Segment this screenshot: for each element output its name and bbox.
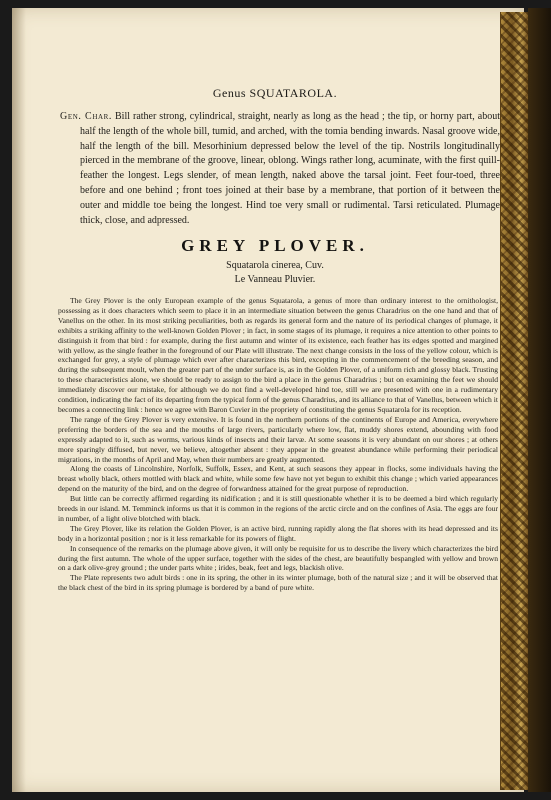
- species-description: [58, 296, 498, 593]
- paragraph: The range of the Grey Plover is very extensive. It is found in the northern portions of the continents of Europe and America, everywhere preferring the borders of the sea and the mouths of large rivers, particularly where low, flat, muddy shores extend, abounding with food expressly adapted to it, such as worms, various kinds of insects and their larvæ. At some seasons it is very abundant on our shores ; at others more sparingly diffused, but never, we believe, altogether absent : they appear in the greatest abundance while performing their periodical migrations, in the months of April and May, when their numbers are greatly augmented.: [58, 414, 498, 464]
- latin-synonym: Squatarola cinerea, Cuv.: [226, 260, 324, 271]
- genus-heading: Genus SQUATAROLA.: [212, 86, 338, 100]
- marbled-page-edge: [500, 12, 529, 790]
- paragraph: The Grey Plover, like its relation the Golden Plover, is an active bird, running rapidly along the flat shores with its head depressed and its body in a horizontal position ; nor is it less remarkable for its powers of flight.: [58, 523, 498, 543]
- book-cover-edge: [528, 8, 551, 792]
- generic-characters-label: Gen. Char.: [60, 111, 112, 122]
- paragraph: But little can be correctly affirmed regarding its nidification ; and it is still questionable whether it is to be deemed a bird which regularly breeds in our island. M. Temminck informs us that it is common in the regions of the arctic circle and on the confines of Asia. The eggs are four in number, of a light olive blotched with black.: [58, 494, 498, 523]
- paragraph: The Plate represents two adult birds : one in its spring, the other in its winter plumage, both of the natural size ; and it will be observed that the black chest of the bird in its spring plumage is bordered by a band of pure white.: [58, 573, 498, 593]
- generic-characters-text: Bill rather strong, cylindrical, straight, nearly as long as the head ; the tip, or horny part, about half the length of the whole bill, tumid, and arched, with the tomia bending inwards. Nasal groove wide, half the length of the bill. Mesorhinium depressed below the level of the tip. Nostrils longitudinally pierced in the membrane of the groove, linear, oblong. Wings rather long, acuminate, with the first quill-feather the longest. Legs slender, of mean length, naked above the tarsal joint. Feet four-toed, three before and one behind ; front toes joined at their base by a membrane, that portion of it between the outer and middle toe being the longest. Hind toe very small or rudimental. Tarsi reticulated. Plumage thick, close, and adpressed.: [80, 111, 500, 226]
- french-synonym: Le Vanneau Pluvier.: [234, 274, 316, 285]
- generic-characters: [60, 110, 500, 228]
- page-gutter-shadow: [12, 8, 26, 792]
- paragraph: In consequence of the remarks on the plumage above given, it will only be requisite for us to describe the livery which characterizes the bird during the first autumn. The whole of the upper surface, together with the sides of the chest, are beautifully bespangled with yellow and brown on a dark olive-grey ground ; the under parts white ; irides, beak, feet and legs, blackish olive.: [58, 543, 498, 573]
- paragraph: Along the coasts of Lincolnshire, Norfolk, Suffolk, Essex, and Kent, at such seasons they appear in flocks, some individuals having the breast wholly black, others mottled with black and white, while some few have not yet begun to exhibit this change ; which varied appearances depend on the maturity of the bird, and on the degree of forwardness attained for the great purpose of reproduction.: [58, 464, 498, 494]
- paragraph: The Grey Plover is the only European example of the genus Squatarola, a genus of more than ordinary interest to the ornithologist, possessing as it does characters which seem to place it in an intermediate situation between the genus Charadrius on the one hand and that of Vanellus on the other. In its most striking peculiarities, both as regards its general form and the nature of its periodical changes of plumage, it exhibits a striking affinity to the well-known Golden Plover ; in fact, in some stages of its plumage, it requires a nice attention to other points to distinguish it from that bird : for example, during the first autumn and winter of its existence, each feather has its edges spotted and margined with yellow, as the single feather in the foreground of our Plate will illustrate. The next change consists in the loss of the yellow colour, which is exchanged for grey, a style of plumage which ever after characterizes this bird, excepting in the commencement of the breeding season, and during the subsequent moult, when the greater part of the under surface is, as in the Golden Plover, of a uniform rich and glossy black. Trusting to these characteristics alone, we should be ready to assign to the bird a place in the genus Charadrius ; but on examining the feet we should immediately discover our mistake, for although we do not find a well-developed hind toe, still we are presented with one in a rudimentary condition, indicating the fact of its departing from the typical form of the genus Charadrius, and its alliance to that of Vanellus, between which it becomes a connecting link : hence we agree with Baron Cuvier in the propriety of constituting the genus Squatarola for its reception.: [58, 296, 498, 414]
- species-heading: GREY PLOVER.: [181, 236, 369, 255]
